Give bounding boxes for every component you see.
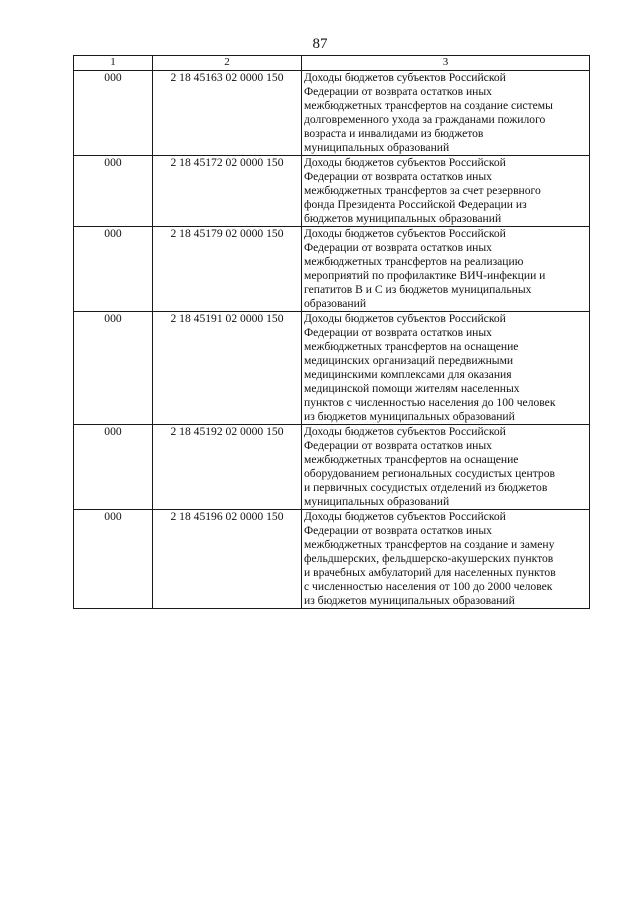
description-cell: Доходы бюджетов субъектов Российской Федерации от возврата остатков иных межбюджетных трансфертов за счет резервного фонда Президента Российской Федерации из бюджетов муниципальных образований (302, 156, 590, 227)
admin-code-cell: 000 (74, 510, 153, 609)
revenue-codes-table (73, 55, 590, 609)
column-header-2: 2 (153, 56, 302, 71)
table-row (74, 71, 590, 156)
kbk-code-cell: 2 18 45191 02 0000 150 (153, 312, 302, 425)
page-number: 87 (312, 36, 328, 52)
description-cell: Доходы бюджетов субъектов Российской Федерации от возврата остатков иных межбюджетных трансфертов на создание системы долговременного ухода за гражданами пожилого возраста и инвалидами из бюджетов муниципальных образований (302, 71, 590, 156)
admin-code-cell: 000 (74, 312, 153, 425)
column-header-1: 1 (74, 56, 153, 71)
kbk-code-cell: 2 18 45172 02 0000 150 (153, 156, 302, 227)
admin-code-cell: 000 (74, 71, 153, 156)
table-row (74, 156, 590, 227)
table-header-row (74, 56, 590, 71)
admin-code-cell: 000 (74, 425, 153, 510)
table-row (74, 510, 590, 609)
table-row (74, 312, 590, 425)
table-row (74, 425, 590, 510)
admin-code-cell: 000 (74, 227, 153, 312)
kbk-code-cell: 2 18 45163 02 0000 150 (153, 71, 302, 156)
description-cell: Доходы бюджетов субъектов Российской Федерации от возврата остатков иных межбюджетных трансфертов на оснащение медицинских организаций передвижными медицинскими комплексами для оказания медицинской помощи жителям населенных пунктов с численностью населения до 100 человек из бюджетов муниципальных образований (302, 312, 590, 425)
kbk-code-cell: 2 18 45179 02 0000 150 (153, 227, 302, 312)
kbk-code-cell: 2 18 45192 02 0000 150 (153, 425, 302, 510)
description-cell: Доходы бюджетов субъектов Российской Федерации от возврата остатков иных межбюджетных трансфертов на создание и замену фельдшерских, фельдшерско-акушерских пунктов и врачебных амбулаторий для населенных пунктов с численностью населения от 100 до 2000 человек из бюджетов муниципальных образований (302, 510, 590, 609)
column-header-3: 3 (302, 56, 590, 71)
description-cell: Доходы бюджетов субъектов Российской Федерации от возврата остатков иных межбюджетных трансфертов на реализацию мероприятий по профилактике ВИЧ-инфекции и гепатитов В и С из бюджетов муниципальных образований (302, 227, 590, 312)
table-row (74, 227, 590, 312)
description-cell: Доходы бюджетов субъектов Российской Федерации от возврата остатков иных межбюджетных трансфертов на оснащение оборудованием региональных сосудистых центров и первичных сосудистых отделений из бюджетов муниципальных образований (302, 425, 590, 510)
admin-code-cell: 000 (74, 156, 153, 227)
kbk-code-cell: 2 18 45196 02 0000 150 (153, 510, 302, 609)
